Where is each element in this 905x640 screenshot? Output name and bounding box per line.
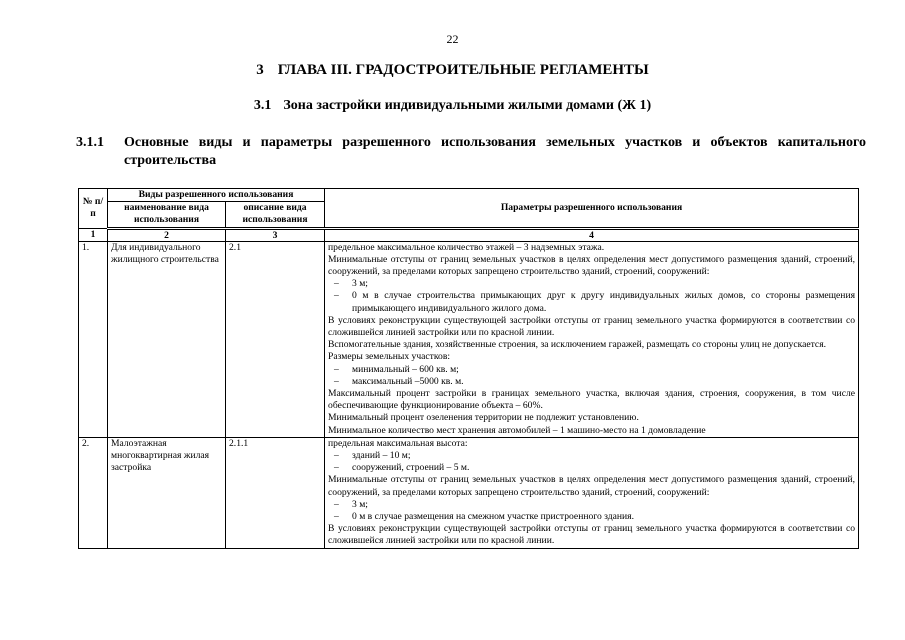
param-paragraph: Минимальные отступы от границ земельных участков в целях определения мест допустимого размещения зданий, строений, сооружений, за пределами которых запрещено строительство зданий, строений, сооружений: bbox=[328, 474, 855, 498]
section-heading bbox=[0, 98, 905, 114]
row-number: 1. bbox=[79, 241, 108, 437]
subsection-number: 3.1.1 bbox=[76, 135, 104, 150]
param-paragraph: Размеры земельных участков: bbox=[328, 351, 451, 363]
col-number-2: 2 bbox=[108, 228, 226, 241]
header-group: Виды разрешенного использования bbox=[108, 189, 325, 202]
row-params bbox=[325, 437, 859, 548]
section-title: Зона застройки индивидуальными жилыми домами (Ж 1) bbox=[283, 98, 652, 113]
col-number-3: 3 bbox=[226, 228, 325, 241]
param-paragraph: В условиях реконструкции существующей застройки отступы от границ земельного участка формируются в соответствии со сложившейся линией застройки или по красной линии. bbox=[328, 523, 855, 547]
chapter-title: ГЛАВА III. ГРАДОСТРОИТЕЛЬНЫЕ РЕГЛАМЕНТЫ bbox=[277, 62, 649, 78]
subsection-title: Основные виды и параметры разрешенного использования земельных участков и объектов капитального строительства bbox=[124, 135, 866, 168]
param-paragraph: Минимальный процент озеленения территории не подлежит установлению. bbox=[328, 412, 639, 424]
table-row bbox=[79, 437, 859, 548]
param-paragraph: Минимальные отступы от границ земельных участков в целях определения мест допустимого размещения зданий, строений, сооружений, за пределами которых запрещено строительство зданий, строений, сооружений: bbox=[328, 253, 855, 278]
page-number: 22 bbox=[446, 32, 459, 46]
param-list-item: – зданий – 10 м; bbox=[328, 450, 855, 462]
header-desc: описание вида использования bbox=[226, 202, 325, 228]
param-list-item: – сооружений, строений – 5 м. bbox=[328, 462, 855, 474]
param-paragraph: предельная максимальная высота: bbox=[328, 437, 468, 449]
col-number-1: 1 bbox=[79, 228, 108, 241]
row-use-name: Для индивидуального жилищного строительства bbox=[108, 241, 226, 437]
param-list-item: – 0 м в случае размещения на смежном участке пристроенного здания. bbox=[328, 511, 855, 523]
regulations-table bbox=[78, 188, 859, 549]
subsection-heading bbox=[76, 134, 866, 170]
param-paragraph: Вспомогательные здания, хозяйственные строения, за исключением гаражей, размещать со стороны улиц не допускается. bbox=[328, 339, 827, 351]
param-list-item: – минимальный – 600 кв. м; bbox=[328, 364, 855, 376]
header-params: Параметры разрешенного использования bbox=[325, 189, 859, 229]
param-paragraph: Максимальный процент застройки в границах земельного участка, включая здания, строения, сооружения, в том числе обеспечивающие функционирование объекта – 60%. bbox=[328, 388, 855, 412]
param-list-item: – 3 м; bbox=[328, 278, 855, 290]
header-num: № п/п bbox=[79, 189, 108, 229]
row-use-code: 2.1 bbox=[226, 241, 325, 437]
param-list-item: – максимальный –5000 кв. м. bbox=[328, 376, 855, 388]
table-row bbox=[79, 241, 859, 437]
row-use-code: 2.1.1 bbox=[226, 437, 325, 548]
param-list-item: – 0 м в случае строительства примыкающих друг к другу индивидуальных жилых домов, со стороны размещения примыкающего индивидуального жилого дома. bbox=[328, 290, 855, 314]
header-name: наименование вида использования bbox=[108, 202, 226, 228]
row-params bbox=[325, 241, 859, 437]
param-paragraph: предельное максимальное количество этажей – 3 надземных этажа. bbox=[328, 241, 605, 253]
row-number: 2. bbox=[79, 437, 108, 548]
param-list-item: – 3 м; bbox=[328, 499, 855, 511]
col-number-4: 4 bbox=[325, 228, 859, 241]
chapter-number: 3 bbox=[256, 62, 264, 78]
section-number: 3.1 bbox=[253, 98, 272, 113]
chapter-heading bbox=[0, 62, 905, 79]
param-paragraph: В условиях реконструкции существующей застройки отступы от границ земельного участка формируются в соответствии со сложившейся линией застройки или по красной линии. bbox=[328, 314, 855, 339]
row-use-name: Малоэтажная многоквартирная жилая застройка bbox=[108, 437, 226, 548]
param-paragraph: Минимальное количество мест хранения автомобилей – 1 машино-место на 1 домовладение bbox=[328, 424, 706, 436]
